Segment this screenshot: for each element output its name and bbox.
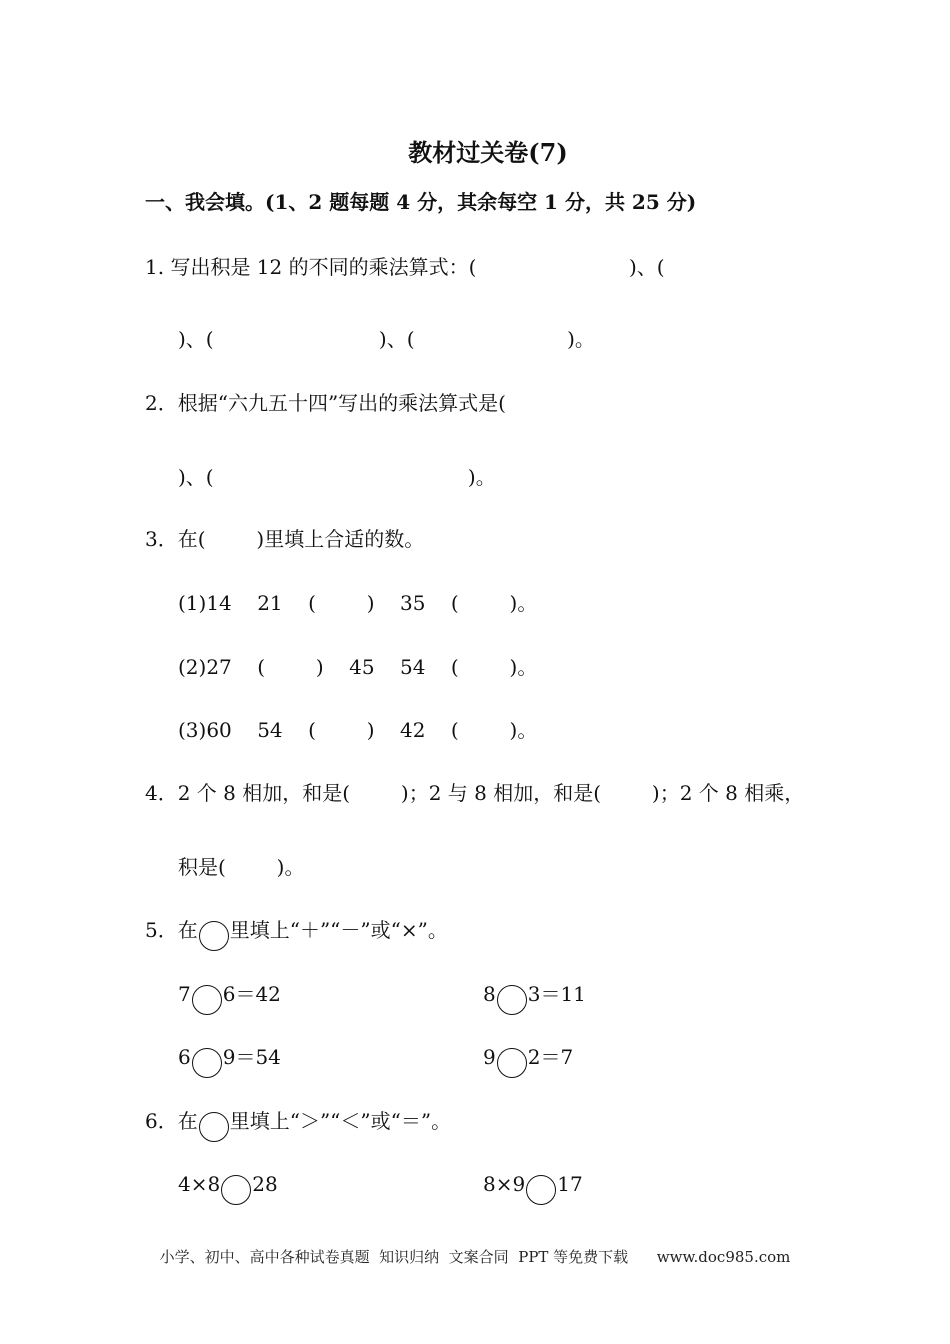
question-3-line-1: 3．在( )里填上合适的数。: [145, 527, 425, 551]
question-5-heading: [145, 916, 448, 951]
question-5-post: 里填上“＋”“－”或“×”。: [229, 918, 448, 942]
circle-blank-icon: [221, 1175, 251, 1205]
operand-a: 4×8: [178, 1172, 221, 1196]
operand-a: 7: [178, 982, 191, 1006]
section-heading: 一、我会填。(1、2 题每题 4 分，其余每空 1 分，共 25 分): [145, 190, 697, 214]
circle-blank-icon: [192, 985, 222, 1015]
question-6-pre: 6．在: [145, 1109, 198, 1133]
operand-a: 8: [483, 982, 496, 1006]
question-2-line-1: 2．根据“六九五十四”写出的乘法算式是(: [145, 391, 506, 415]
operand-b: 6＝42: [222, 982, 281, 1006]
question-1-line-2: )、( )、( )。: [178, 327, 595, 351]
question-5-pre: 5．在: [145, 918, 198, 942]
question-3-sub-1: (1)14 21 ( ) 35 ( )。: [178, 591, 538, 615]
question-4-line-1: 4．2 个 8 相加，和是( )；2 与 8 相加，和是( )；2 个 8 相乘，: [145, 781, 805, 805]
question-3-sub-2: (2)27 ( ) 45 54 ( )。: [178, 655, 538, 679]
circle-blank-icon: [199, 921, 229, 951]
operand-a: 6: [178, 1045, 191, 1069]
circle-blank-icon: [526, 1175, 556, 1205]
question-4-line-2: 积是( )。: [178, 855, 305, 879]
footer: 小学、初中、高中各种试卷真题 知识归纳 文案合同 PPT 等免费下载 www.doc985.com: [159, 1248, 791, 1266]
operand-b: 2＝7: [527, 1045, 574, 1069]
operand-b: 28: [252, 1172, 278, 1196]
operand-a: 9: [483, 1045, 496, 1069]
circle-blank-icon: [497, 985, 527, 1015]
circle-blank-icon: [192, 1048, 222, 1078]
question-3-sub-3: (3)60 54 ( ) 42 ( )。: [178, 718, 538, 742]
question-5-item: [178, 1043, 281, 1078]
operand-b: 17: [557, 1172, 583, 1196]
operand-b: 9＝54: [222, 1045, 281, 1069]
operand-a: 8×9: [483, 1172, 526, 1196]
circle-blank-icon: [199, 1112, 229, 1142]
page-title: 教材过关卷(7): [408, 138, 568, 167]
question-5-item: [178, 980, 281, 1015]
operand-b: 3＝11: [527, 982, 586, 1006]
question-2-line-2: )、( )。: [178, 465, 496, 489]
question-5-item: [483, 980, 586, 1015]
question-6-item: [483, 1170, 583, 1205]
question-6-post: 里填上“＞”“＜”或“＝”。: [229, 1109, 452, 1133]
circle-blank-icon: [497, 1048, 527, 1078]
question-6-item: [178, 1170, 278, 1205]
question-6-heading: [145, 1107, 451, 1142]
question-5-item: [483, 1043, 573, 1078]
question-1-line-1: 1. 写出积是 12 的不同的乘法算式：( )、(: [145, 255, 665, 279]
